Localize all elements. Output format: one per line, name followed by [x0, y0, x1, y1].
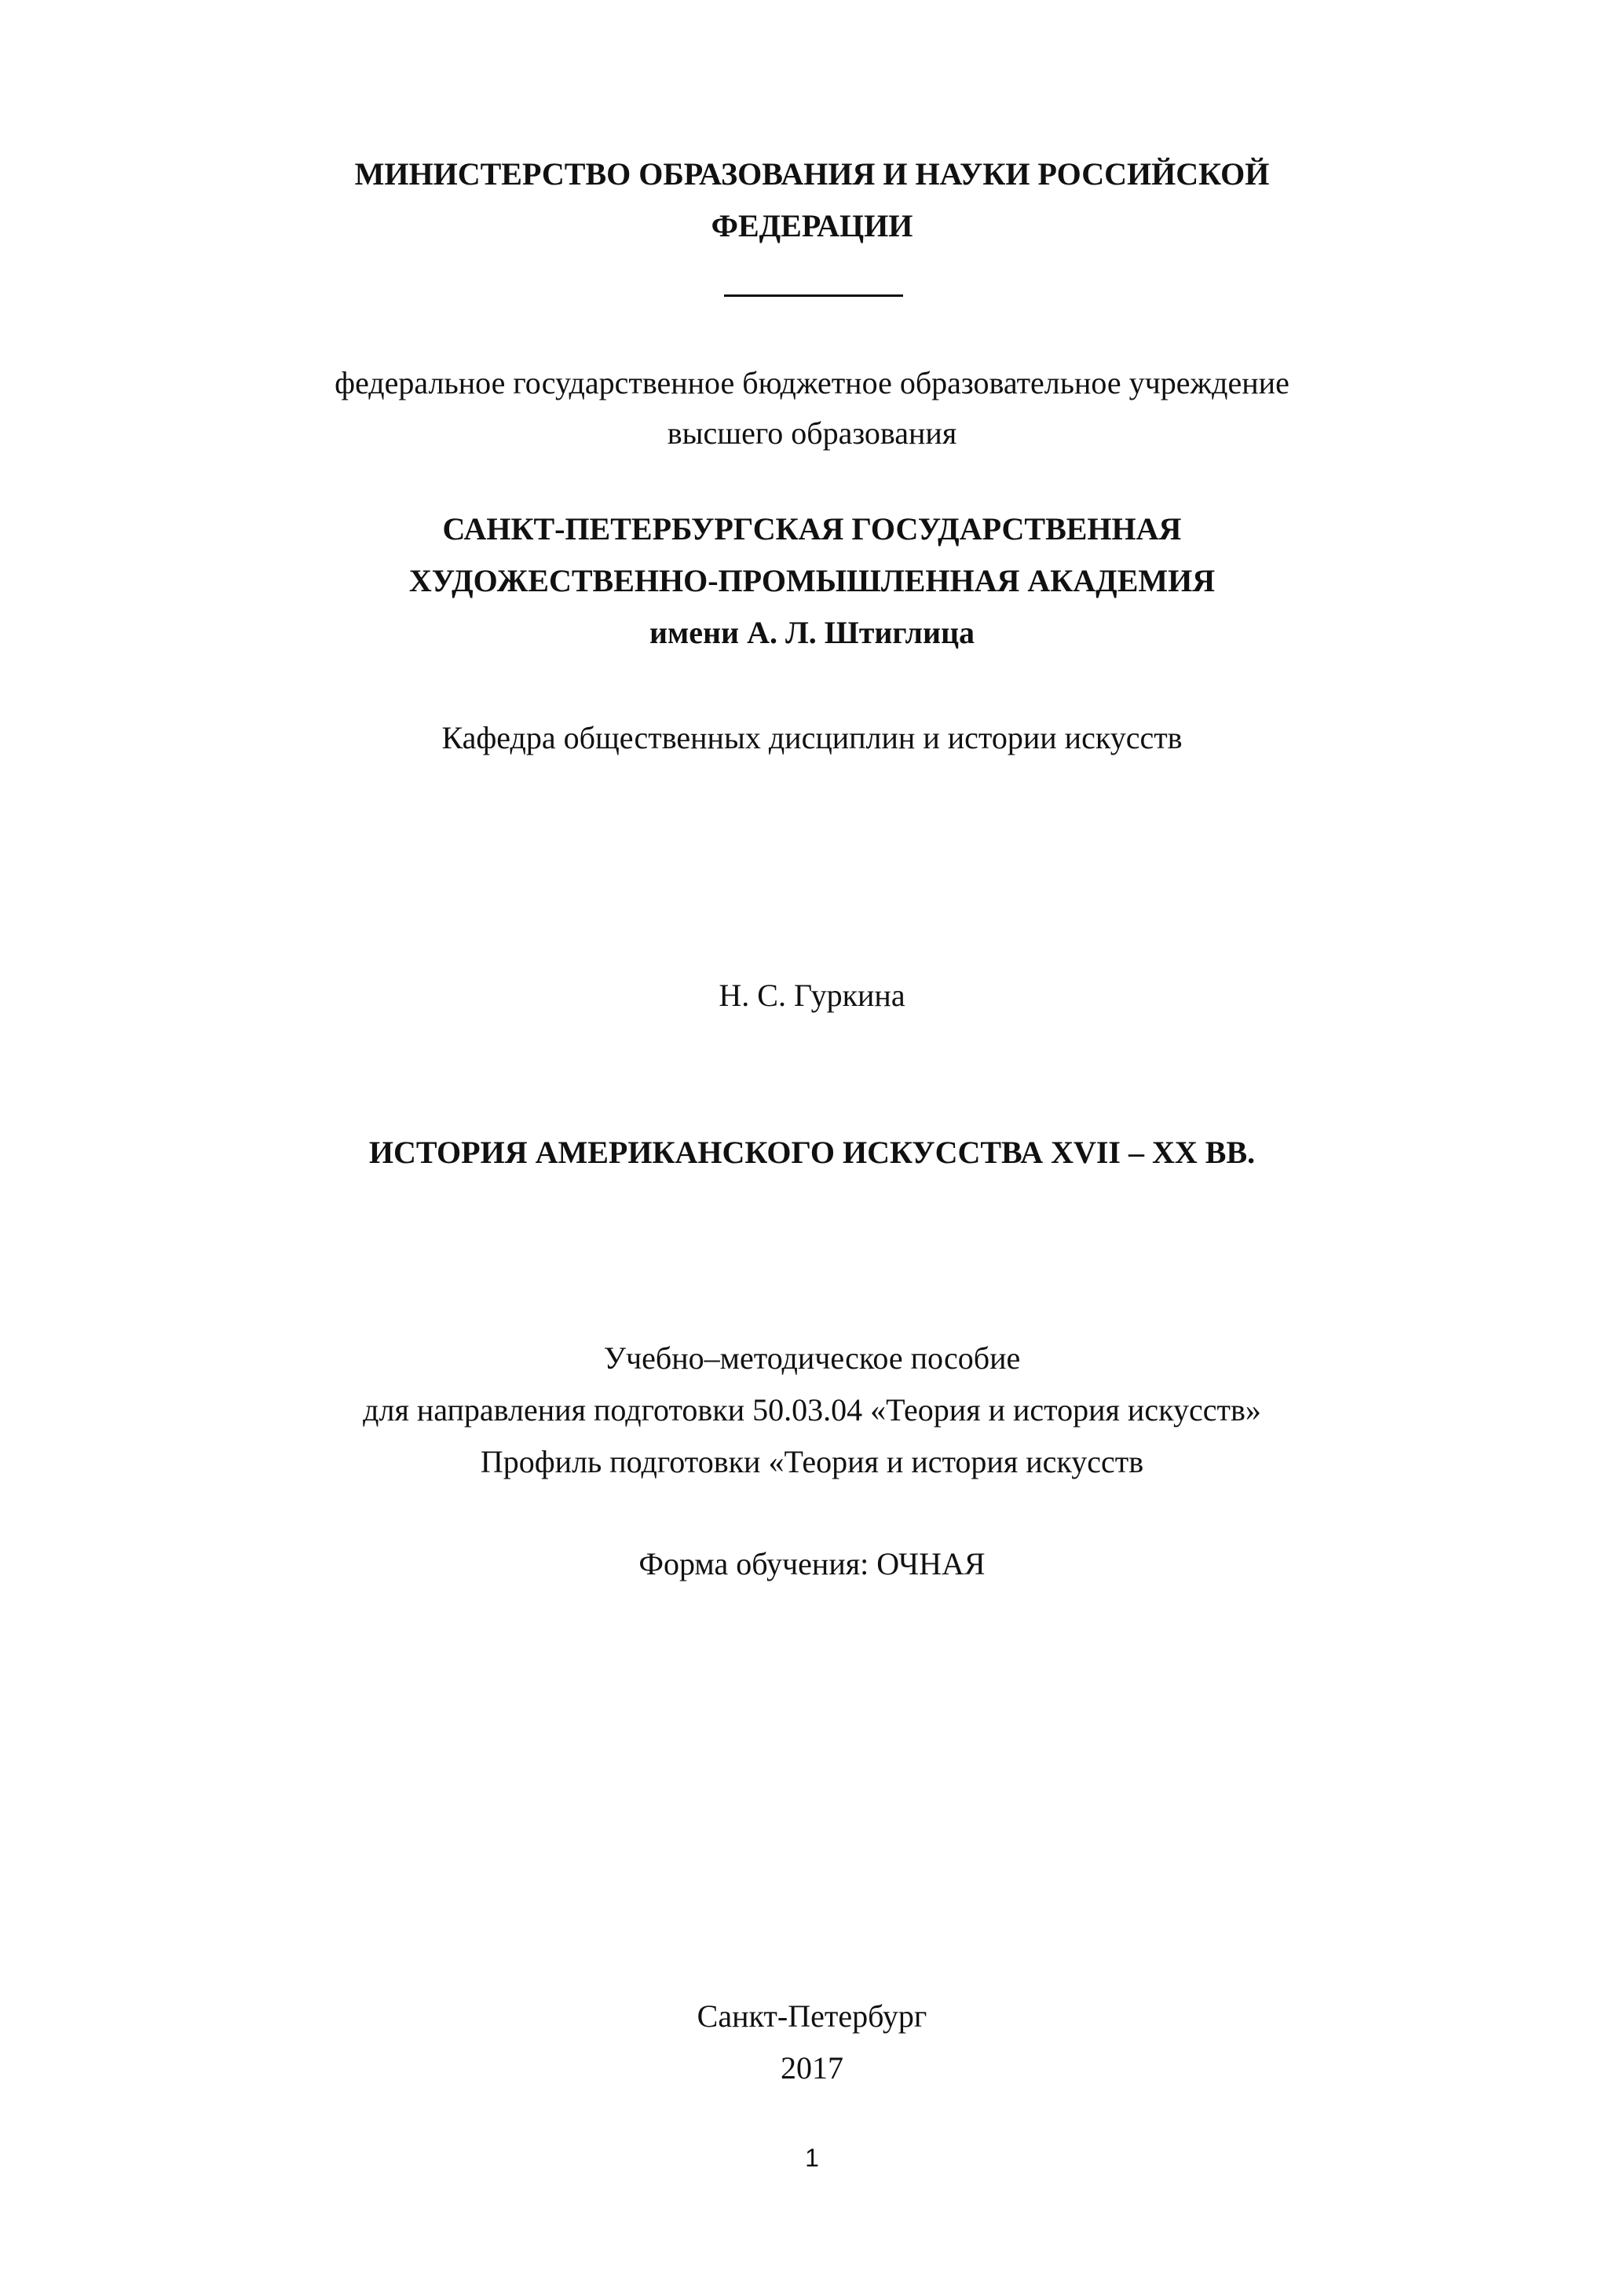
- ministry-line-1: МИНИСТЕРСТВО ОБРАЗОВАНИЯ И НАУКИ РОССИЙСКОЙ: [354, 156, 1270, 192]
- header-divider: [724, 294, 903, 297]
- imprint-year: 2017: [781, 2050, 843, 2086]
- description-line-1: Учебно–методическое пособие: [603, 1340, 1021, 1376]
- academy-name-line-3: имени А. Л. Штиглица: [649, 615, 975, 650]
- study-form: Форма обучения: ОЧНАЯ: [638, 1546, 986, 1581]
- page-number: 1: [805, 2144, 819, 2172]
- author: Н. С. Гуркина: [719, 978, 905, 1013]
- institution-type-line-1: федеральное государственное бюджетное образовательное учреждение: [335, 365, 1289, 400]
- department: Кафедра общественных дисциплин и истории искусств: [441, 720, 1183, 755]
- description-line-2: для направления подготовки 50.03.04 «Теория и история искусств»: [363, 1392, 1261, 1428]
- ministry-line-2: ФЕДЕРАЦИИ: [711, 208, 913, 243]
- academy-name-line-2: ХУДОЖЕСТВЕННО-ПРОМЫШЛЕННАЯ АКАДЕМИЯ: [408, 563, 1216, 598]
- academy-name-line-1: САНКТ-ПЕТЕРБУРГСКАЯ ГОСУДАРСТВЕННАЯ: [442, 511, 1182, 547]
- document-title: ИСТОРИЯ АМЕРИКАНСКОГО ИСКУССТВА XVII – XX ВВ.: [368, 1135, 1256, 1170]
- imprint-city: Санкт-Петербург: [697, 1998, 927, 2034]
- institution-type-line-2: высшего образования: [667, 415, 957, 451]
- description-line-3: Профиль подготовки «Теория и история искусств: [480, 1444, 1144, 1479]
